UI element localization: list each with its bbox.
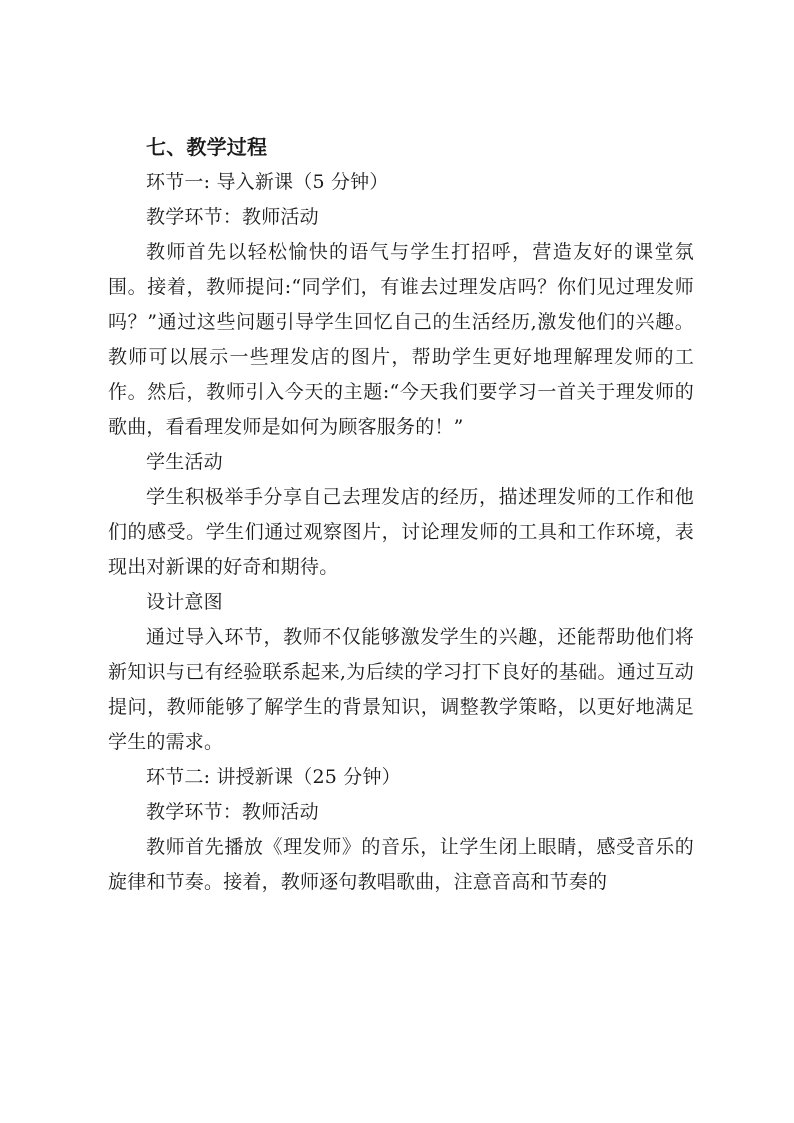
stage1-design-intent: 通过导入环节，教师不仅能够激发学生的兴趣，还能帮助他们将新知识与已有经验联系起来,为后续的学习打下良好的基础。通过互动提问，教师能够了解学生的背景知识，调整教学策略，以更好地满足学生的需求。	[108, 626, 694, 753]
stage1-title: 环节一: 导入新课（5 分钟）	[146, 171, 389, 193]
stage1-teacher-activity: 教师首先以轻松愉快的语气与学生打招呼，营造友好的课堂氛围。接着，教师提问:“同学们，有谁去过理发店吗？你们见过理发师吗？”通过这些问题引导学生回忆自己的生活经历,激发他们的兴趣。教师可以展示一些理发店的图片，帮助学生更好地理解理发师的工作。然后，教师引入今天的主题:“今天我们要学习一首关于理发师的歌曲，看看理发师是如何为顾客服务的！”	[108, 241, 694, 438]
stage1-student-label: 学生活动	[146, 451, 223, 473]
stage1-teaching-label: 教学环节：教师活动	[146, 206, 319, 228]
stage2-title: 环节二: 讲授新课（25 分钟）	[146, 766, 401, 788]
section-heading: 七、教学过程	[146, 135, 268, 159]
stage1-student-activity: 学生积极举手分享自己去理发店的经历，描述理发师的工作和他们的感受。学生们通过观察图片，讨论理发师的工具和工作环境，表现出对新课的好奇和期待。	[108, 486, 694, 578]
stage1-design-label: 设计意图	[146, 591, 223, 613]
stage2-teacher-activity: 教师首先播放《理发师》的音乐，让学生闭上眼睛，感受音乐的旋律和节奏。接着，教师逐句教唱歌曲，注意音高和节奏的	[108, 836, 694, 893]
document-page	[108, 130, 694, 900]
stage2-teaching-label: 教学环节：教师活动	[146, 801, 319, 823]
